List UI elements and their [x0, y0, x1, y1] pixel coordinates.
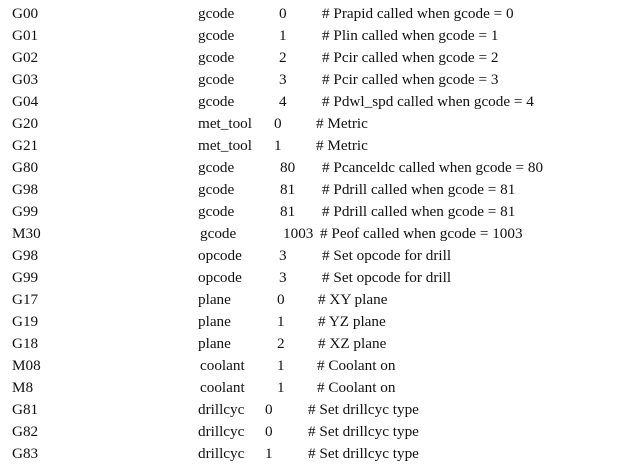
param-cell: drillcyc	[198, 401, 245, 418]
code-cell: G21	[12, 137, 39, 154]
value-cell: 0	[265, 423, 273, 440]
table-row	[0, 443, 640, 465]
code-cell: G80	[12, 159, 39, 176]
value-cell: 1	[277, 379, 285, 396]
table-row	[0, 157, 640, 179]
code-cell: G99	[12, 203, 39, 220]
code-cell: G03	[12, 71, 39, 88]
table-row	[0, 25, 640, 47]
param-cell: gcode	[198, 181, 235, 198]
code-cell: G02	[12, 49, 39, 66]
comment-cell: # Set drillcyc type	[308, 445, 419, 462]
comment-cell: # Pdrill called when gcode = 81	[322, 203, 516, 220]
param-cell: gcode	[198, 27, 235, 44]
value-cell: 1	[274, 137, 282, 154]
comment-cell: # Pcanceldc called when gcode = 80	[322, 159, 544, 176]
comment-cell: # Metric	[316, 115, 368, 132]
code-cell: G04	[12, 93, 39, 110]
comment-cell: # Prapid called when gcode = 0	[322, 5, 514, 22]
comment-cell: # Plin called when gcode = 1	[322, 27, 499, 44]
value-cell: 80	[280, 159, 296, 176]
code-cell: G81	[12, 401, 39, 418]
value-cell: 1	[279, 27, 287, 44]
value-cell: 0	[265, 401, 273, 418]
code-cell: G20	[12, 115, 39, 132]
table-row	[0, 311, 640, 333]
code-cell: G00	[12, 5, 39, 22]
comment-cell: # Pdwl_spd called when gcode = 4	[322, 93, 534, 110]
param-cell: coolant	[200, 379, 245, 396]
value-cell: 81	[280, 181, 296, 198]
comment-cell: # Set opcode for drill	[322, 269, 452, 286]
param-cell: met_tool	[198, 137, 252, 154]
param-cell: drillcyc	[198, 423, 245, 440]
value-cell: 0	[277, 291, 285, 308]
comment-cell: # Peof called when gcode = 1003	[320, 225, 523, 242]
code-cell: G19	[12, 313, 39, 330]
comment-cell: # Set drillcyc type	[308, 423, 419, 440]
table-row	[0, 355, 640, 377]
code-cell: G17	[12, 291, 39, 308]
value-cell: 3	[279, 247, 287, 264]
code-cell: G82	[12, 423, 39, 440]
code-cell: M8	[12, 379, 34, 396]
comment-cell: # Set opcode for drill	[322, 247, 452, 264]
value-cell: 1	[265, 445, 273, 462]
comment-cell: # Coolant on	[317, 357, 396, 374]
value-cell: 2	[279, 49, 287, 66]
value-cell: 0	[279, 5, 287, 22]
param-cell: plane	[198, 313, 231, 330]
table-row	[0, 267, 640, 289]
table-row	[0, 377, 640, 399]
param-cell: drillcyc	[198, 445, 245, 462]
code-cell: G98	[12, 181, 39, 198]
value-cell: 3	[279, 269, 287, 286]
code-cell: G18	[12, 335, 39, 352]
comment-cell: # Pcir called when gcode = 3	[322, 71, 499, 88]
table-row	[0, 223, 640, 245]
comment-cell: # Coolant on	[317, 379, 396, 396]
table-row	[0, 135, 640, 157]
param-cell: opcode	[198, 269, 242, 286]
param-cell: plane	[198, 335, 231, 352]
comment-cell: # XY plane	[318, 291, 388, 308]
value-cell: 2	[277, 335, 285, 352]
code-cell: M30	[12, 225, 41, 242]
comment-cell: # Set drillcyc type	[308, 401, 419, 418]
param-cell: gcode	[200, 225, 237, 242]
comment-cell: # XZ plane	[318, 335, 387, 352]
param-cell: gcode	[198, 93, 235, 110]
table-row	[0, 91, 640, 113]
table-row	[0, 289, 640, 311]
table-row	[0, 69, 640, 91]
code-cell: G01	[12, 27, 39, 44]
value-cell: 0	[274, 115, 282, 132]
table-row	[0, 245, 640, 267]
code-cell: G83	[12, 445, 39, 462]
comment-cell: # Pcir called when gcode = 2	[322, 49, 499, 66]
param-cell: gcode	[198, 159, 235, 176]
table-row	[0, 399, 640, 421]
comment-cell: # YZ plane	[318, 313, 386, 330]
table-row	[0, 333, 640, 355]
value-cell: 3	[279, 71, 287, 88]
value-cell: 1	[277, 357, 285, 374]
param-cell: plane	[198, 291, 231, 308]
code-cell: M08	[12, 357, 41, 374]
value-cell: 81	[280, 203, 296, 220]
param-cell: gcode	[198, 71, 235, 88]
comment-cell: # Metric	[316, 137, 368, 154]
table-row	[0, 179, 640, 201]
table-row	[0, 421, 640, 443]
table-row	[0, 47, 640, 69]
code-cell: G99	[12, 269, 39, 286]
value-cell: 4	[279, 93, 287, 110]
table-row	[0, 201, 640, 223]
param-cell: opcode	[198, 247, 242, 264]
param-cell: met_tool	[198, 115, 252, 132]
param-cell: gcode	[198, 49, 235, 66]
param-cell: gcode	[198, 5, 235, 22]
comment-cell: # Pdrill called when gcode = 81	[322, 181, 516, 198]
value-cell: 1	[277, 313, 285, 330]
table-row	[0, 113, 640, 135]
param-cell: coolant	[200, 357, 245, 374]
value-cell: 1003	[283, 225, 314, 242]
table-row	[0, 3, 640, 25]
param-cell: gcode	[198, 203, 235, 220]
code-cell: G98	[12, 247, 39, 264]
